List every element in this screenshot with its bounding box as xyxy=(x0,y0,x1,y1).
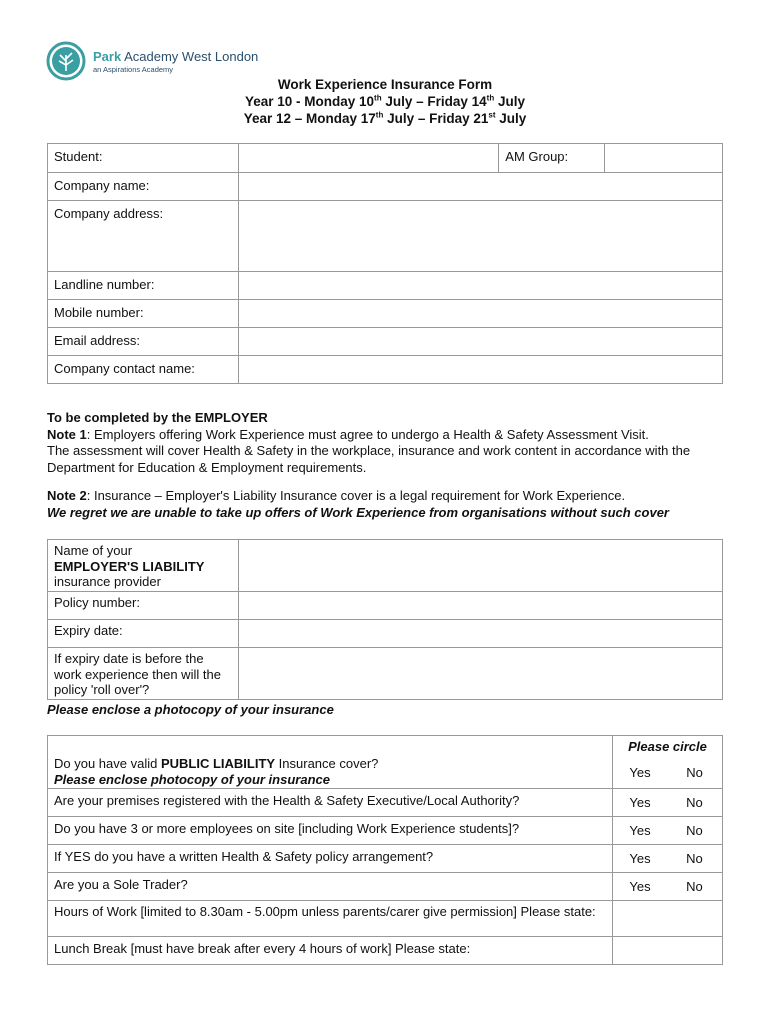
q1-no-option[interactable]: No xyxy=(686,765,703,780)
q5-no-option[interactable]: No xyxy=(667,873,723,901)
mobile-field[interactable] xyxy=(238,300,722,328)
q4-yes-option[interactable]: Yes xyxy=(613,845,667,873)
landline-label: Landline number: xyxy=(48,272,239,300)
roll-over-label: If expiry date is before the work experience then will the policy 'roll over'? xyxy=(48,648,239,700)
company-name-label: Company name: xyxy=(48,173,239,201)
provider-field[interactable] xyxy=(238,540,722,592)
email-field[interactable] xyxy=(238,328,722,356)
expiry-date-field[interactable] xyxy=(238,620,722,648)
employer-notes xyxy=(47,410,737,521)
employees-question: Do you have 3 or more employees on site [including Work Experience students]? xyxy=(48,817,613,845)
lunch-break-question: Lunch Break [must have break after every 4 hours of work] Please state: xyxy=(48,937,613,965)
enclose-insurance-note: Please enclose a photocopy of your insurance xyxy=(47,702,334,717)
employer-questions-table xyxy=(47,735,723,965)
mobile-label: Mobile number: xyxy=(48,300,239,328)
q5-yes-option[interactable]: Yes xyxy=(613,873,667,901)
q1-yes-option[interactable]: Yes xyxy=(629,765,651,780)
am-group-field[interactable] xyxy=(605,144,723,173)
form-title: Work Experience Insurance Form xyxy=(277,77,493,92)
academy-logo-icon xyxy=(46,41,86,81)
brand-name: Park Academy West London xyxy=(93,49,259,64)
q3-yes-option[interactable]: Yes xyxy=(613,817,667,845)
company-name-field[interactable] xyxy=(238,173,722,201)
please-circle-label: Please circle xyxy=(628,739,707,754)
policy-number-field[interactable] xyxy=(238,592,722,620)
regret-statement: We regret we are unable to take up offers of Work Experience from organisations without such cover xyxy=(47,504,669,520)
note-1: Note 1: Employers offering Work Experience must agree to undergo a Health & Safety Assessment Visit. xyxy=(47,426,649,442)
sole-trader-question: Are you a Sole Trader? xyxy=(48,873,613,901)
policy-number-label: Policy number: xyxy=(48,592,239,620)
am-group-label: AM Group: xyxy=(499,144,605,173)
company-address-field[interactable] xyxy=(238,201,722,272)
contact-name-label: Company contact name: xyxy=(48,356,239,384)
note-2: Note 2: Insurance – Employer's Liability Insurance cover is a legal requirement for Work Experience. xyxy=(47,488,626,503)
provider-label: Name of your EMPLOYER'S LIABILITY insurance provider xyxy=(48,540,239,592)
insurance-details-table xyxy=(47,539,723,700)
brand-tagline: an Aspirations Academy xyxy=(93,65,174,74)
student-label: Student: xyxy=(48,144,239,173)
premises-registered-question: Are your premises registered with the Health & Safety Executive/Local Authority? xyxy=(48,789,613,817)
hours-of-work-question: Hours of Work [limited to 8.30am - 5.00pm unless parents/carer give permission] Please state: xyxy=(48,901,613,937)
year10-dates: Year 10 - Monday 10th July – Friday 14th July xyxy=(244,93,525,109)
student-company-details-table xyxy=(47,143,723,384)
q2-no-option[interactable]: No xyxy=(667,789,723,817)
contact-name-field[interactable] xyxy=(238,356,722,384)
public-liability-question: Do you have valid PUBLIC LIABILITY Insurance cover? Please enclose photocopy of your insurance xyxy=(48,736,613,789)
company-address-label: Company address: xyxy=(48,201,239,272)
year12-dates: Year 12 – Monday 17th July – Friday 21st July xyxy=(243,110,527,126)
email-label: Email address: xyxy=(48,328,239,356)
roll-over-field[interactable] xyxy=(238,648,722,700)
lunch-break-field[interactable] xyxy=(613,937,723,965)
q3-no-option[interactable]: No xyxy=(667,817,723,845)
q4-no-option[interactable]: No xyxy=(667,845,723,873)
landline-field[interactable] xyxy=(238,272,722,300)
hours-of-work-field[interactable] xyxy=(613,901,723,937)
form-title-block xyxy=(0,76,770,127)
expiry-date-label: Expiry date: xyxy=(48,620,239,648)
health-safety-policy-question: If YES do you have a written Health & Safety policy arrangement? xyxy=(48,845,613,873)
note-1-continued: The assessment will cover Health & Safety in the workplace, insurance and work content in accordance with the Department for Education & Employment requirements. xyxy=(47,443,691,475)
employer-heading: To be completed by the EMPLOYER xyxy=(47,410,268,425)
q2-yes-option[interactable]: Yes xyxy=(613,789,667,817)
student-field[interactable] xyxy=(238,144,499,173)
